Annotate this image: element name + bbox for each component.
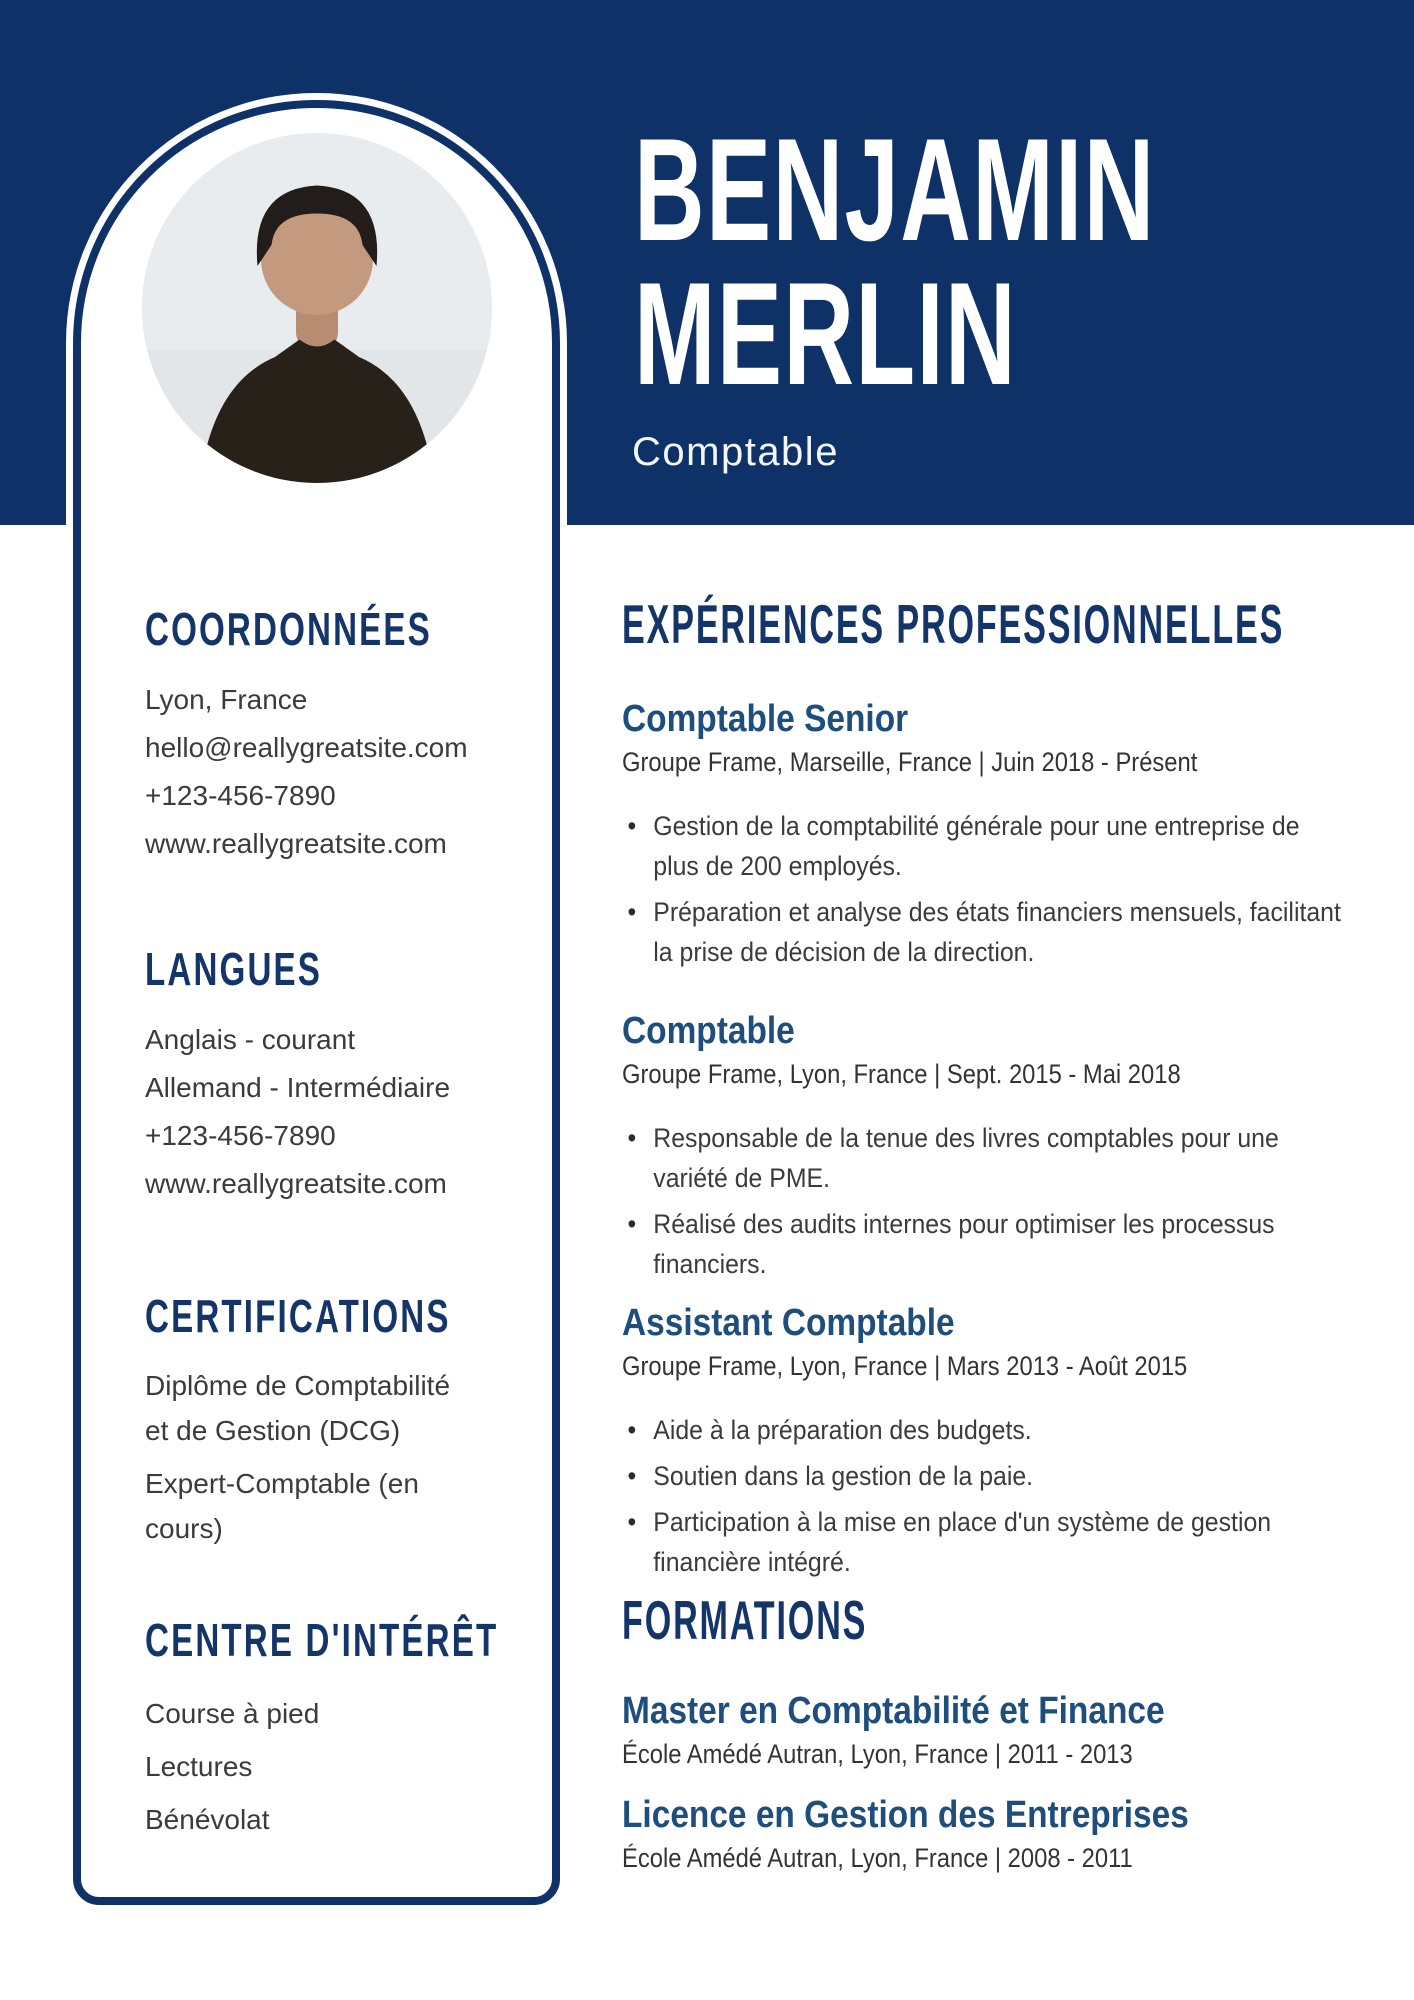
langues-heading: LANGUES bbox=[145, 943, 323, 995]
list-item: +123-456-7890 bbox=[145, 780, 336, 811]
job-title: Assistant Comptable bbox=[622, 1302, 955, 1344]
list-item: Expert-Comptable (en cours) bbox=[145, 1468, 419, 1544]
job-meta: Groupe Frame, Lyon, France | Mars 2013 - Août 2015 bbox=[622, 1351, 1188, 1381]
list-item: Diplôme de Comptabilité et de Gestion (DCG) bbox=[145, 1370, 451, 1446]
sidebar-section-certifications bbox=[145, 1288, 491, 1551]
degree-meta: École Amédé Autran, Lyon, France | 2011 - 2013 bbox=[622, 1739, 1133, 1769]
list-item: Bénévolat bbox=[145, 1804, 270, 1835]
langues-list bbox=[145, 1016, 491, 1208]
degree-master bbox=[622, 1688, 1412, 1772]
bullet-item: • Aide à la préparation des budgets. bbox=[622, 1410, 1349, 1450]
list-item: Allemand - Intermédiaire bbox=[145, 1072, 451, 1103]
education-heading: FORMATIONS bbox=[622, 1589, 868, 1651]
job-comptable-senior bbox=[622, 696, 1412, 972]
job-comptable bbox=[622, 1008, 1412, 1284]
job-bullets bbox=[622, 806, 1349, 972]
interets-heading: CENTRE D'INTÉRÊT bbox=[145, 1614, 499, 1666]
bullet-item: • Gestion de la comptabilité générale pour une entreprise de plus de 200 employés. bbox=[622, 806, 1349, 886]
certifications-heading: CERTIFICATIONS bbox=[145, 1290, 451, 1342]
bullet-item: • Préparation et analyse des états financiers mensuels, facilitant la prise de décision de la direction. bbox=[622, 892, 1349, 972]
list-item: www.reallygreatsite.com bbox=[145, 1168, 447, 1199]
job-assistant-comptable bbox=[622, 1300, 1412, 1582]
list-item: hello@reallygreatsite.com bbox=[145, 732, 468, 763]
person-name bbox=[634, 108, 1413, 415]
list-item: Lyon, France bbox=[145, 684, 308, 715]
list-item: Course à pied bbox=[145, 1698, 320, 1729]
degree-title: Licence en Gestion des Entreprises bbox=[622, 1794, 1189, 1836]
list-item: Lectures bbox=[145, 1751, 253, 1782]
bullet-item: • Participation à la mise en place d'un système de gestion financière intégré. bbox=[622, 1502, 1349, 1582]
bullet-item: • Responsable de la tenue des livres comptables pour une variété de PME. bbox=[622, 1118, 1349, 1198]
sidebar-section-coordonnees bbox=[145, 601, 491, 868]
profile-photo bbox=[142, 133, 492, 483]
coordonnees-heading: COORDONNÉES bbox=[145, 603, 432, 655]
interets-list bbox=[145, 1687, 491, 1846]
list-item: +123-456-7890 bbox=[145, 1120, 336, 1151]
job-bullets bbox=[622, 1410, 1349, 1582]
bullet-item: • Soutien dans la gestion de la paie. bbox=[622, 1456, 1349, 1496]
person-name-line2: MERLIN bbox=[634, 252, 1017, 415]
list-item: Anglais - courant bbox=[145, 1024, 356, 1055]
list-item: www.reallygreatsite.com bbox=[145, 828, 447, 859]
sidebar-card bbox=[73, 100, 560, 1905]
sidebar-section-langues bbox=[145, 941, 491, 1208]
experience-heading: EXPÉRIENCES PROFESSIONNELLES bbox=[622, 593, 1285, 655]
degree-title: Master en Comptabilité et Finance bbox=[622, 1690, 1165, 1732]
bullet-item: • Réalisé des audits internes pour optimiser les processus financiers. bbox=[622, 1204, 1349, 1284]
coordonnees-list bbox=[145, 676, 491, 868]
degree-meta: École Amédé Autran, Lyon, France | 2008 - 2011 bbox=[622, 1843, 1133, 1873]
main-column bbox=[622, 592, 1412, 1876]
job-title: Comptable Senior bbox=[622, 698, 909, 740]
person-role: Comptable bbox=[632, 430, 839, 474]
job-meta: Groupe Frame, Marseille, France | Juin 2018 - Présent bbox=[622, 747, 1198, 777]
person-silhouette-icon bbox=[142, 133, 492, 483]
job-bullets bbox=[622, 1118, 1349, 1284]
sidebar-content bbox=[145, 601, 499, 1846]
person-name-line1: BENJAMIN bbox=[634, 108, 1156, 271]
job-title: Comptable bbox=[622, 1010, 795, 1052]
degree-licence bbox=[622, 1792, 1412, 1876]
job-meta: Groupe Frame, Lyon, France | Sept. 2015 - Mai 2018 bbox=[622, 1059, 1181, 1089]
certifications-list bbox=[145, 1363, 491, 1551]
sidebar-section-interets bbox=[145, 1612, 499, 1846]
